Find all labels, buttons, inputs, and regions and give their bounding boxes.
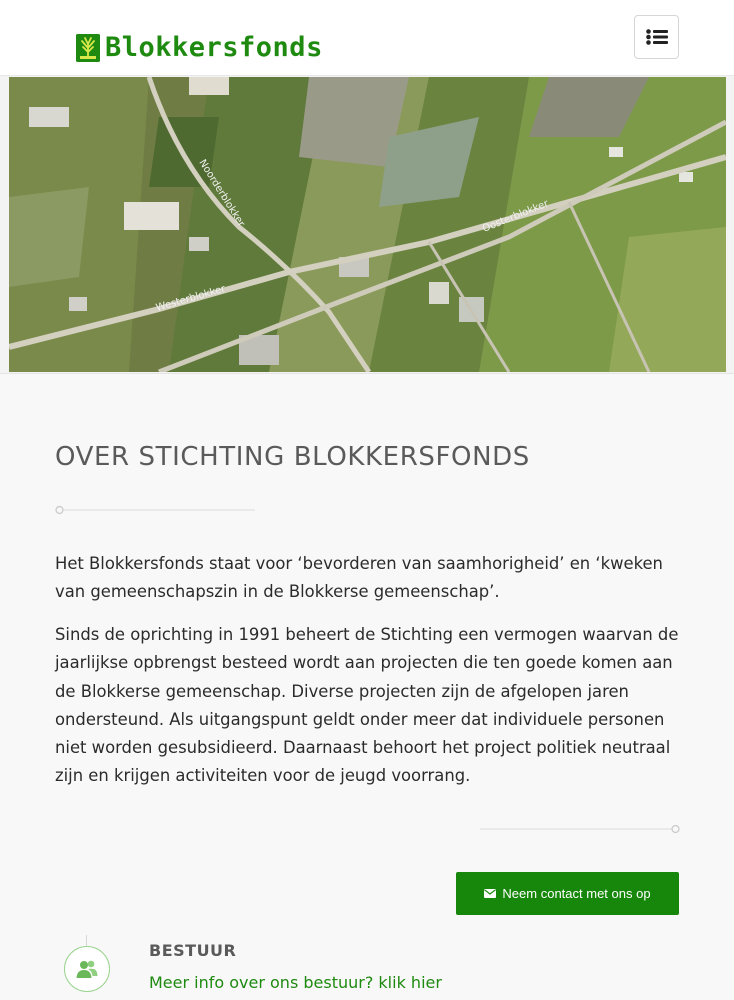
- logo[interactable]: [76, 33, 323, 63]
- intro-paragraph: Het Blokkersfonds staat voor ‘bevorderen van saamhorigheid’ en ‘kweken van gemeenschapszin in de Blokkerse gemeenschap’.: [55, 554, 663, 602]
- divider-circle-right: [480, 824, 680, 834]
- divider-circle-left: [55, 505, 255, 515]
- map-label: Noorderblokker: [196, 157, 247, 229]
- bestuur-info-link[interactable]: Meer info over ons bestuur? klik hier: [149, 973, 442, 992]
- contact-button-label: Neem contact met ons op: [502, 886, 651, 901]
- aerial-map-image: [9, 77, 726, 372]
- menu-toggle-button[interactable]: [634, 15, 679, 59]
- map-label: Westerblokker: [154, 283, 227, 314]
- map-label: Oosterblokker: [481, 198, 551, 235]
- logo-text: Blokkersfonds: [105, 32, 323, 63]
- bestuur-connector: [86, 935, 87, 946]
- bestuur-title: BESTUUR: [149, 941, 237, 960]
- list-icon: [646, 29, 668, 45]
- body-paragraph: Sinds de oprichting in 1991 beheert de Stichting een vermogen waarvan de jaarlijkse opbrengst besteed wordt aan projecten die ten goede komen aan de Blokkerse gemeenschap. Diverse projecten zijn de afgelopen jaren ondersteund. Als uitgangspunt geldt onder meer dat individuele personen niet worden gesubsidieerd. Daarnaast behoort het project politiek neutraal zijn en krijgen activiteiten voor de jeugd voorrang.: [55, 625, 679, 786]
- envelope-icon: [484, 889, 496, 898]
- page-title: OVER STICHTING BLOKKERSFONDS: [55, 442, 530, 472]
- tree-logo-icon: [76, 34, 100, 62]
- site-header: [0, 0, 734, 76]
- contact-button[interactable]: [456, 872, 679, 915]
- users-icon: [64, 946, 110, 992]
